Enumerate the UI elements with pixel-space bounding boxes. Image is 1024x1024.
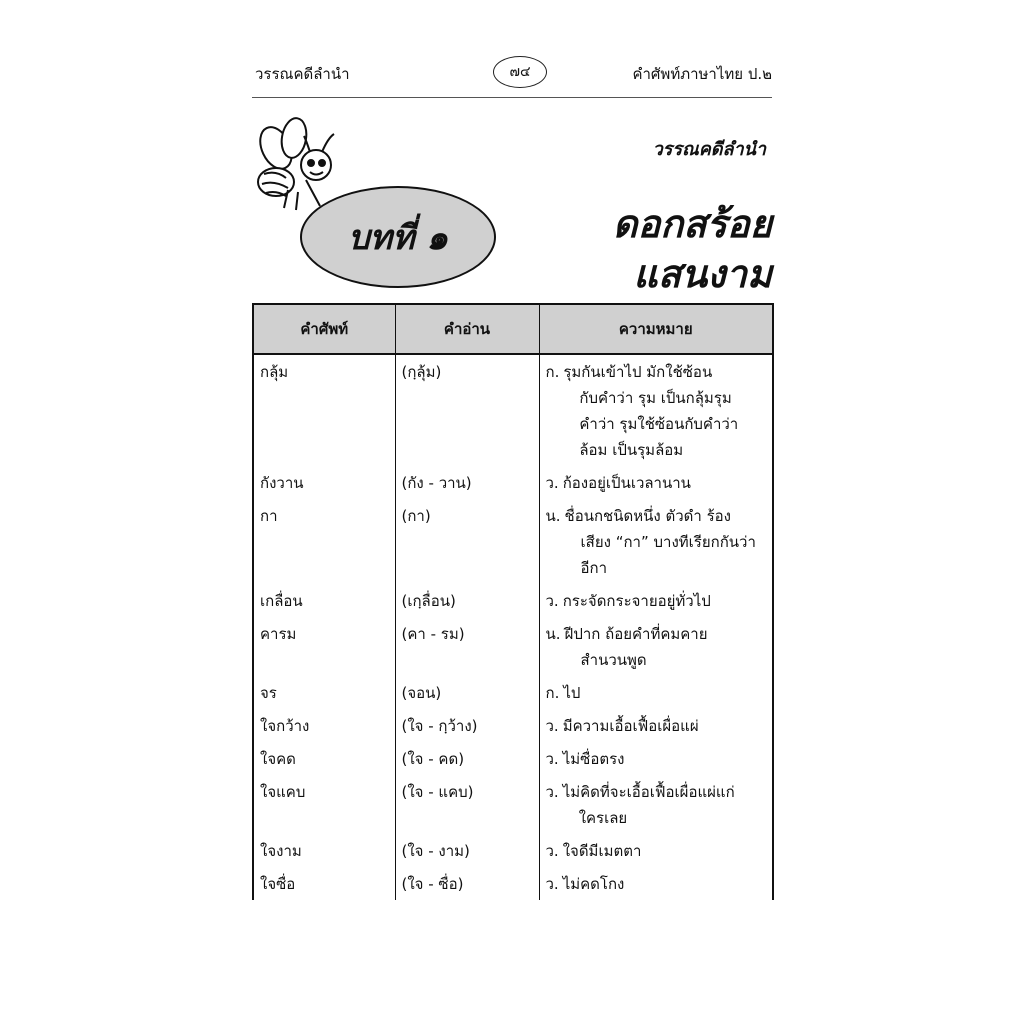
table-row [253, 499, 773, 584]
column-header-word: คำศัพท์ [253, 304, 395, 354]
vocab-word: ใจคด [253, 742, 395, 775]
vocab-reading: (ใจ - คด) [395, 742, 539, 775]
running-header-left: วรรณคดีลำนำ [255, 65, 350, 83]
vocab-meaning [539, 775, 773, 834]
page-number: ๗๔ [493, 56, 547, 88]
lesson-number-badge: บทที่ ๑ [300, 186, 496, 288]
vocab-reading: (กฺลุ้ม) [395, 354, 539, 466]
running-header-right: คำศัพท์ภาษาไทย ป.๒ [632, 65, 772, 83]
vocab-word: จร [253, 676, 395, 709]
table-row [253, 834, 773, 867]
vocab-word: คารม [253, 617, 395, 676]
vocab-meaning [539, 676, 773, 709]
meaning-line: กระจัดกระจายอยู่ทั่วไป [562, 592, 711, 610]
vocab-reading: (ใจ - แคบ) [395, 775, 539, 834]
vocab-reading: (ใจ - กฺว้าง) [395, 709, 539, 742]
part-of-speech: ว. [545, 592, 559, 610]
meaning-line: ไม่ซื่อตรง [562, 750, 625, 768]
vocab-word: ใจกว้าง [253, 709, 395, 742]
meaning-line: ล้อม เป็นรุมล้อม [579, 441, 684, 459]
table-row [253, 466, 773, 499]
header-divider [252, 97, 772, 98]
table-row [253, 867, 773, 900]
section-label: วรรณคดีลำนำ [652, 139, 766, 160]
meaning-line: ไป [563, 684, 581, 702]
vocab-meaning [539, 354, 773, 466]
vocab-word: ใจซื่อ [253, 867, 395, 900]
vocab-word: กา [253, 499, 395, 584]
table-header-row [253, 304, 773, 354]
vocab-meaning [539, 709, 773, 742]
meaning-line: อีกา [580, 559, 608, 577]
column-header-reading: คำอ่าน [395, 304, 539, 354]
vocab-word: กังวาน [253, 466, 395, 499]
meaning-line: สำนวนพูด [580, 651, 647, 669]
vocab-meaning [539, 617, 773, 676]
part-of-speech: ว. [545, 717, 559, 735]
meaning-line: ใจดีมีเมตตา [562, 842, 642, 860]
vocab-word: ใจงาม [253, 834, 395, 867]
vocab-reading: (กา) [395, 499, 539, 584]
table-row [253, 354, 773, 466]
meaning-line: ไม่คิดที่จะเอื้อเฟื้อเผื่อแผ่แก่ [562, 783, 735, 801]
vocab-meaning [539, 834, 773, 867]
vocab-reading: (คา - รม) [395, 617, 539, 676]
table-row [253, 617, 773, 676]
vocab-word: กลุ้ม [253, 354, 395, 466]
part-of-speech: ว. [545, 750, 559, 768]
part-of-speech: ว. [545, 474, 559, 492]
vocab-meaning [539, 584, 773, 617]
table-row [253, 775, 773, 834]
table-row [253, 742, 773, 775]
vocab-meaning [539, 867, 773, 900]
part-of-speech: น. [545, 507, 561, 525]
part-of-speech: ว. [545, 842, 559, 860]
meaning-line: คำว่า รุมใช้ซ้อนกับคำว่า [579, 415, 739, 433]
meaning-line: ก้องอยู่เป็นเวลานาน [562, 474, 691, 492]
table-row [253, 584, 773, 617]
vocab-meaning [539, 499, 773, 584]
meaning-line: ไม่คดโกง [562, 875, 625, 893]
lesson-title-line-1: ดอกสร้อย [612, 202, 772, 246]
vocab-meaning [539, 466, 773, 499]
meaning-line: มีความเอื้อเฟื้อเผื่อแผ่ [562, 717, 699, 735]
table-body [253, 354, 773, 900]
table-row [253, 709, 773, 742]
meaning-line: ใครเลย [578, 809, 628, 827]
table-row [253, 676, 773, 709]
vocabulary-table [252, 303, 774, 900]
column-header-meaning: ความหมาย [539, 304, 773, 354]
vocab-reading: (จอน) [395, 676, 539, 709]
vocab-reading: (ใจ - ซื่อ) [395, 867, 539, 900]
meaning-line: รุมกันเข้าไป มักใช้ซ้อน [563, 363, 713, 381]
part-of-speech: น. [545, 625, 561, 643]
part-of-speech: ก. [545, 363, 560, 381]
vocab-word: เกลื่อน [253, 584, 395, 617]
vocab-word: ใจแคบ [253, 775, 395, 834]
vocab-meaning [539, 742, 773, 775]
meaning-line: ฝีปาก ถ้อยคำที่คมคาย [564, 625, 708, 643]
meaning-line: เสียง “กา” บางทีเรียกกันว่า [580, 533, 756, 551]
meaning-line: ชื่อนกชนิดหนึ่ง ตัวดำ ร้อง [564, 507, 731, 525]
vocab-reading: (ใจ - งาม) [395, 834, 539, 867]
vocab-reading: (กัง - วาน) [395, 466, 539, 499]
lesson-title-line-2: แสนงาม [633, 252, 772, 296]
part-of-speech: ว. [545, 783, 559, 801]
part-of-speech: ก. [545, 684, 560, 702]
meaning-line: กับคำว่า รุม เป็นกลุ้มรุม [579, 389, 732, 407]
part-of-speech: ว. [545, 875, 559, 893]
vocab-reading: (เกฺลื่อน) [395, 584, 539, 617]
